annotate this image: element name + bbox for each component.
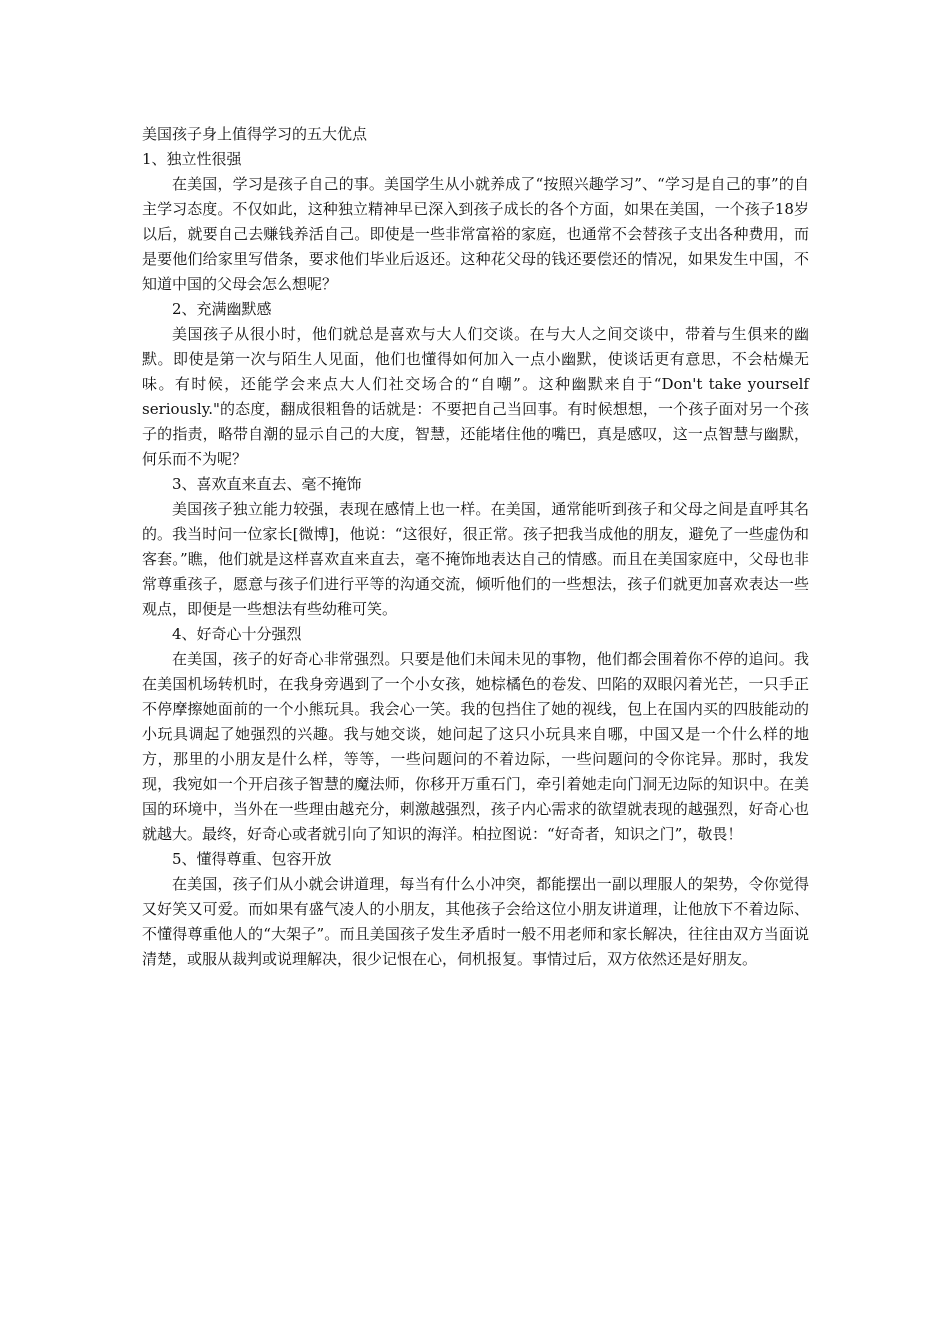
section-body-1: 在美国，学习是孩子自己的事。美国学生从小就养成了“按照兴趣学习”、“学习是自己的事”的自主学习态度。不仅如此，这种独立精神早已深入到孩子成长的各个方面，如果在美国，一个孩子18岁以后，就要自己去赚钱养活自己。即使是一些非常富裕的家庭，也通常不会替孩子支出各种费用，而是要他们给家里写借条，要求他们毕业后返还。这种花父母的钱还要偿还的情况，如果发生中国，不知道中国的父母会怎么想呢？ [142, 175, 809, 293]
document-page [142, 122, 809, 972]
section-heading-1: 1、独立性很强 [142, 150, 242, 168]
section-heading-4: 4、好奇心十分强烈 [172, 625, 302, 643]
section-heading-3: 3、喜欢直来直去、毫不掩饰 [172, 475, 362, 493]
document-title: 美国孩子身上值得学习的五大优点 [142, 125, 368, 143]
section-body-3: 美国孩子独立能力较强，表现在感情上也一样。在美国，通常能听到孩子和父母之间是直呼其名的。我当时问一位家长[微博]，他说：“这很好，很正常。孩子把我当成他的朋友，避免了一些虚伪和客套。”瞧，他们就是这样喜欢直来直去，毫不掩饰地表达自己的情感。而且在美国家庭中，父母也非常尊重孩子，愿意与孩子们进行平等的沟通交流，倾听他们的一些想法，孩子们就更加喜欢表达一些观点，即便是一些想法有些幼稚可笑。 [142, 500, 809, 618]
section-heading-2: 2、充满幽默感 [172, 300, 272, 318]
section-body-5: 在美国，孩子们从小就会讲道理，每当有什么小冲突，都能摆出一副以理服人的架势，令你觉得又好笑又可爱。而如果有盛气凌人的小朋友，其他孩子会给这位小朋友讲道理，让他放下不着边际、不懂得尊重他人的“大架子”。而且美国孩子发生矛盾时一般不用老师和家长解决，往往由双方当面说清楚，或服从裁判或说理解决，很少记恨在心，伺机报复。事情过后，双方依然还是好朋友。 [142, 875, 809, 968]
section-heading-5: 5、懂得尊重、包容开放 [172, 850, 332, 868]
section-body-4: 在美国，孩子的好奇心非常强烈。只要是他们未闻未见的事物，他们都会围着你不停的追问。我在美国机场转机时，在我身旁遇到了一个小女孩，她棕橘色的卷发、凹陷的双眼闪着光芒，一只手正不停摩擦她面前的一个小熊玩具。我会心一笑。我的包挡住了她的视线，包上在国内买的四肢能动的小玩具调起了她强烈的兴趣。我与她交谈，她问起了这只小玩具来自哪，中国又是一个什么样的地方，那里的小朋友是什么样，等等，一些问题问的不着边际，一些问题问的令你诧异。那时，我发现，我宛如一个开启孩子智慧的魔法师，你移开万重石门，牵引着她走向门洞无边际的知识中。在美国的环境中，当外在一些理由越充分，刺激越强烈，孩子内心需求的欲望就表现的越强烈，好奇心也就越大。最终，好奇心或者就引向了知识的海洋。柏拉图说：“好奇者，知识之门”，敬畏！ [142, 650, 809, 843]
section-body-2: 美国孩子从很小时，他们就总是喜欢与大人们交谈。在与大人之间交谈中，带着与生俱来的幽默。即使是第一次与陌生人见面，他们也懂得如何加入一点小幽默，使谈话更有意思，不会枯燥无味。有时候，还能学会来点大人们社交场合的“自嘲”。这种幽默来自于“Don't take yourself seriously."的态度，翻成很粗鲁的话就是：不要把自己当回事。有时候想想，一个孩子面对另一个孩子的指责，略带自潮的显示自己的大度，智慧，还能堵住他的嘴巴，真是感叹，这一点智慧与幽默，何乐而不为呢？ [142, 325, 809, 468]
